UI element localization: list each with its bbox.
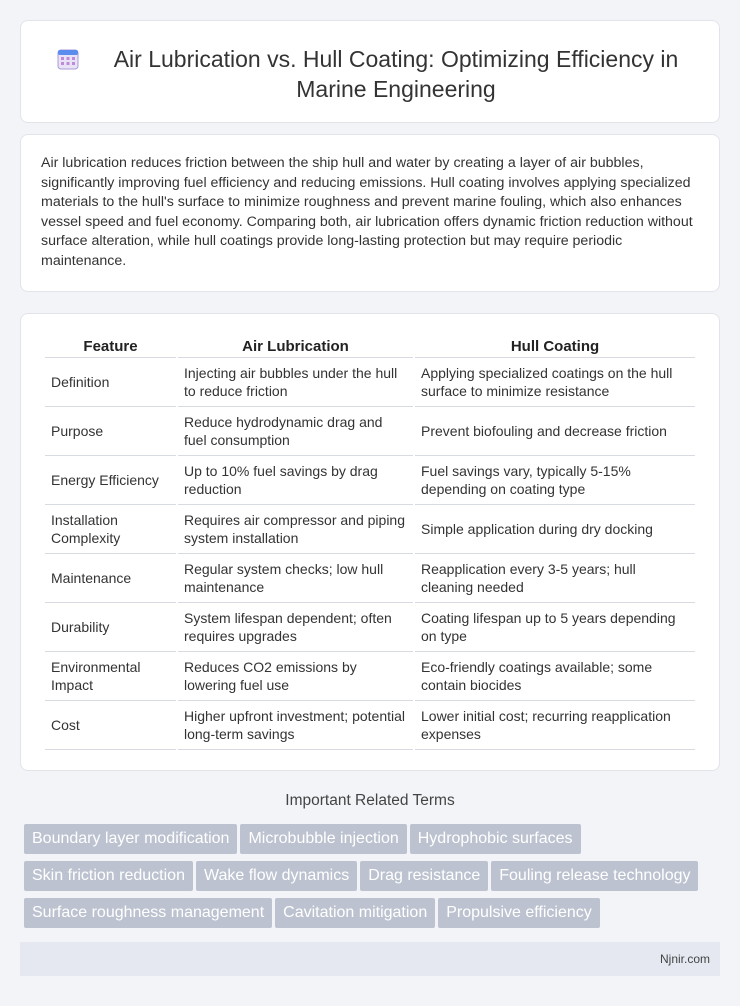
row-feature: Cost: [45, 701, 176, 750]
row-air-lubrication: Up to 10% fuel savings by drag reduction: [178, 456, 413, 505]
row-air-lubrication: System lifespan dependent; often requires upgrades: [178, 603, 413, 652]
related-terms-list: [24, 824, 720, 935]
row-feature: Energy Efficiency: [45, 456, 176, 505]
row-hull-coating: Applying specialized coatings on the hull surface to minimize resistance: [415, 358, 695, 407]
term-tag[interactable]: Skin friction reduction: [24, 861, 193, 891]
table-row: [45, 701, 695, 750]
title-card: [20, 20, 720, 123]
header-hull-coating: Hull Coating: [415, 332, 695, 358]
row-hull-coating: Eco-friendly coatings available; some contain biocides: [415, 652, 695, 701]
table-header-row: [45, 332, 695, 358]
footer-site-link[interactable]: Njnir.com: [659, 952, 710, 966]
row-hull-coating: Coating lifespan up to 5 years depending on type: [415, 603, 695, 652]
row-hull-coating: Reapplication every 3-5 years; hull cleaning needed: [415, 554, 695, 603]
row-air-lubrication: Reduces CO2 emissions by lowering fuel use: [178, 652, 413, 701]
row-air-lubrication: Regular system checks; low hull maintenance: [178, 554, 413, 603]
row-feature: Maintenance: [45, 554, 176, 603]
footer: [20, 942, 720, 976]
row-air-lubrication: Injecting air bubbles under the hull to reduce friction: [178, 358, 413, 407]
intro-card: [20, 134, 720, 292]
term-tag[interactable]: Surface roughness management: [24, 898, 272, 928]
row-feature: Installation Complexity: [45, 505, 176, 554]
table-row: [45, 603, 695, 652]
table-row: [45, 505, 695, 554]
row-hull-coating: Simple application during dry docking: [415, 505, 695, 554]
intro-paragraph: Air lubrication reduces friction between the ship hull and water by creating a layer of air bubbles, significantly improving fuel efficiency and reducing emissions. Hull coating involves applying specialized materials to the hull's surface to minimize roughness and prevent marine fouling, which also enhances vessel speed and fuel economy. Comparing both, air lubrication offers dynamic friction reduction without surface alteration, while hull coatings provide long-lasting protection but may require periodic maintenance.: [41, 155, 693, 269]
term-tag[interactable]: Fouling release technology: [491, 861, 698, 891]
comparison-table-card: [20, 313, 720, 771]
header-feature: Feature: [45, 332, 176, 358]
row-air-lubrication: Reduce hydrodynamic drag and fuel consumption: [178, 407, 413, 456]
term-tag[interactable]: Microbubble injection: [240, 824, 406, 854]
term-tag[interactable]: Boundary layer modification: [24, 824, 237, 854]
row-feature: Durability: [45, 603, 176, 652]
row-feature: Definition: [45, 358, 176, 407]
row-air-lubrication: Requires air compressor and piping system installation: [178, 505, 413, 554]
row-hull-coating: Prevent biofouling and decrease friction: [415, 407, 695, 456]
term-tag[interactable]: Drag resistance: [360, 861, 488, 891]
page-title: Air Lubrication vs. Hull Coating: Optimizing Efficiency in Marine Engineering: [113, 46, 679, 102]
term-tag[interactable]: Wake flow dynamics: [196, 861, 357, 891]
table-row: [45, 358, 695, 407]
comparison-table: [43, 332, 697, 750]
table-row: [45, 456, 695, 505]
term-tag[interactable]: Propulsive efficiency: [438, 898, 600, 928]
header-air-lubrication: Air Lubrication: [178, 332, 413, 358]
row-hull-coating: Lower initial cost; recurring reapplication expenses: [415, 701, 695, 750]
table-row: [45, 652, 695, 701]
term-tag[interactable]: Hydrophobic surfaces: [410, 824, 581, 854]
table-row: [45, 407, 695, 456]
row-feature: Environmental Impact: [45, 652, 176, 701]
calendar-icon: [57, 48, 79, 70]
row-hull-coating: Fuel savings vary, typically 5-15% depending on coating type: [415, 456, 695, 505]
row-air-lubrication: Higher upfront investment; potential long-term savings: [178, 701, 413, 750]
table-row: [45, 554, 695, 603]
term-tag[interactable]: Cavitation mitigation: [275, 898, 435, 928]
row-feature: Purpose: [45, 407, 176, 456]
related-terms-heading: Important Related Terms: [285, 792, 455, 809]
